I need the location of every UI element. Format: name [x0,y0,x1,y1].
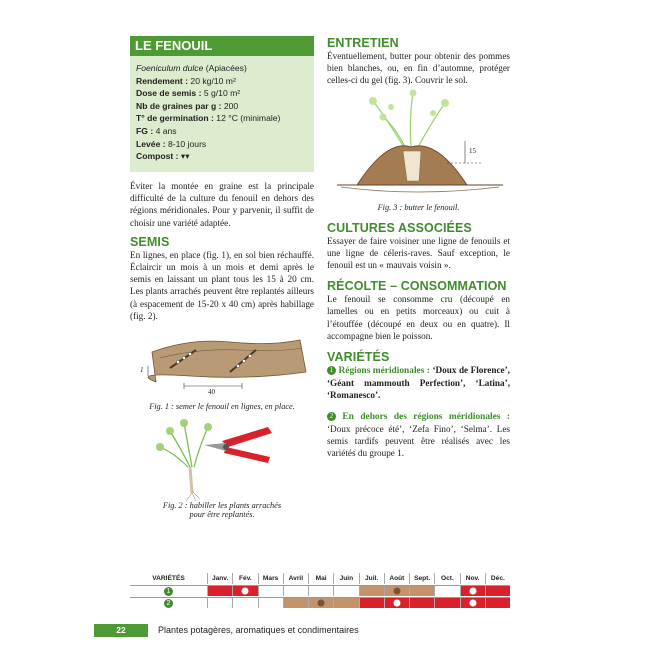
fig2-caption-2: pour être replantés. [189,510,255,520]
calendar-month: Juin [333,573,358,584]
info-label: Dose de semis : [136,88,202,99]
calendar-cell [409,585,434,596]
fig3-caption: Fig. 3 : butter le fenouil. [377,202,460,212]
family-name: (Apiacées) [203,63,247,73]
info-label: T° de germination : [136,113,214,124]
fig1-dim-v: 1 [140,366,144,375]
calendar-month: Nov. [460,573,485,584]
group2-label: En dehors des régions méridionales : [336,411,510,422]
fig1-dim-h: 40 [208,388,215,397]
info-label: FG : [136,125,154,136]
fig2-illustration [130,417,314,501]
fig3-illustration [327,89,510,201]
calendar-cell [333,585,358,596]
calendar-cell [384,597,409,608]
calendar-month: Oct. [434,573,459,584]
figure-3 [327,89,510,201]
calendar-cell [308,597,333,608]
info-label: Compost : [136,151,179,162]
calendar-cell [434,597,459,608]
left-column [130,36,314,519]
calendar-cell [308,585,333,596]
recolte-heading: RÉCOLTE – CONSOMMATION [327,279,507,294]
right-column [327,36,510,459]
info-label: Nb de graines par g : [136,100,222,111]
calendar-month: Fév. [232,573,257,584]
calendar-cell [485,597,510,608]
calendar-cell [359,597,384,608]
calendar-marker-icon [393,600,400,607]
info-row [136,150,308,163]
group2-varieties: ‘Doux précoce été’, ‘Zefa Fino’, ‘Selma’. Les semis tardifs peuvent être réalisés avec les variétés du groupe 1. [327,423,510,459]
info-value: 20 kg/10 m² [188,75,236,86]
group2-paragraph [327,410,510,460]
info-label: Rendement : [136,75,189,86]
calendar-cell [384,585,409,596]
group1-label: Régions méridionales : [336,366,431,377]
calendar-month: Août [384,573,409,584]
calendar-month: Juil. [359,573,384,584]
calendar-marker-icon [242,588,249,595]
calendar-marker-icon [393,588,400,595]
calendar-header-label: VARIÉTÉS [152,575,185,582]
calendar-cell [232,585,257,596]
cultures-heading: CULTURES ASSOCIÉES [327,220,472,235]
species-name: Foeniculum dulce [136,63,204,73]
info-value: ▾▾ [178,151,190,162]
species-line [136,62,308,75]
calendar-row-label [130,597,207,608]
info-row [136,75,308,88]
calendar-cell [258,585,283,596]
calendar-cell [485,585,510,596]
calendar-cell [232,597,257,608]
info-value: 12 °C (minimale) [213,113,281,124]
calendar-month: Mars [258,573,283,584]
calendar-cell [333,597,358,608]
calendar-row [130,585,510,596]
page-title: LE FENOUIL [130,36,314,56]
info-label: Levée : [136,138,166,149]
calendar-cell [207,597,232,608]
calendar-group-number: 2 [164,599,173,608]
calendar-cell [283,597,308,608]
calendar-row [130,597,510,608]
figure-2 [130,417,314,501]
calendar-month: Déc. [485,573,510,584]
intro-text: Éviter la montée en graine est la principale difficulté de la culture du fenouil en dehors des régions méridionales. Pour y parvenir, il suffit de choisir une variété adaptée. [130,181,314,228]
calendar-marker-icon [469,588,476,595]
semis-text: En lignes, en place (fig. 1), en sol bien réchauffé. Éclaircir un mois à un mois et demi après le semis en laissant un plant tous les 15 à 20 cm. Les plants arrachés peuvent être replantés ailleurs (à espacement de 15-20 x 40 cm) après habillage (fig. 2). [130,249,314,321]
calendar-month: Sept. [409,573,434,584]
calendar-cell [207,585,232,596]
entretien-heading: ENTRETIEN [327,36,399,50]
calendar-row-label [130,585,207,596]
calendar-month: Avril [283,573,308,584]
info-row [136,138,308,151]
info-value: 5 g/10 m² [201,88,241,99]
info-row [136,112,308,125]
fig1-illustration [130,328,314,400]
page-number-text: 22 [116,625,126,635]
fig3-dim: 15 [469,146,476,155]
info-rows [136,75,308,163]
fig1-caption: Fig. 1 : semer le fenouil en lignes, en place. [149,402,295,412]
group1-varieties: ‘Doux de Florence’, ‘Géant mammouth Perfection’, ‘Latina’, ‘Romanesco’. [327,365,510,401]
calendar-cell [460,597,485,608]
group1-paragraph [327,364,510,402]
calendar-header [130,573,510,584]
info-value: 4 ans [153,125,177,136]
calendar-marker-icon [469,600,476,607]
calendar-cell [434,585,459,596]
info-value: 8-10 jours [165,138,207,149]
semis-heading: SEMIS [130,234,170,249]
info-box [130,56,314,172]
figure-1 [130,328,314,400]
sowing-calendar [130,573,510,608]
info-row [136,125,308,138]
calendar-cell [283,585,308,596]
info-value: 200 [221,100,239,111]
group2-number: 2 [327,412,336,421]
cultures-text: Essayer de faire voisiner une ligne de fenouils et une ligne de céleris-raves. Sauf exception, le fenouil est un « mauvais voisin ». [327,235,510,271]
info-row [136,87,308,100]
calendar-cell [460,585,485,596]
calendar-month: Mai [308,573,333,584]
calendar-cell [409,597,434,608]
info-row [136,100,308,113]
recolte-text: Le fenouil se consomme cru (découpé en lamelles ou en petits morceaux) ou cuit à l’étouffée (découpé en deux ou en quatre). Il accompagne bien le poisson. [327,294,510,341]
varietes-heading: VARIÉTÉS [327,350,390,365]
calendar-marker-icon [318,600,325,607]
calendar-group-number: 1 [164,587,173,596]
fig2-caption-1: Fig. 2 : habiller les plants arrachés [162,501,282,511]
group1-number: 1 [327,366,336,375]
calendar-month: Janv. [207,573,232,584]
calendar-cell [359,585,384,596]
entretien-text: Éventuellement, butter pour obtenir des pommes bien blanches, ou, en fin d’automne, protéger celles-ci du gel (fig. 3). Couvrir le sol. [327,51,510,86]
page-number [94,624,148,637]
calendar-cell [258,597,283,608]
footer-title: Plantes potagères, aromatiques et condimentaires [158,625,359,635]
